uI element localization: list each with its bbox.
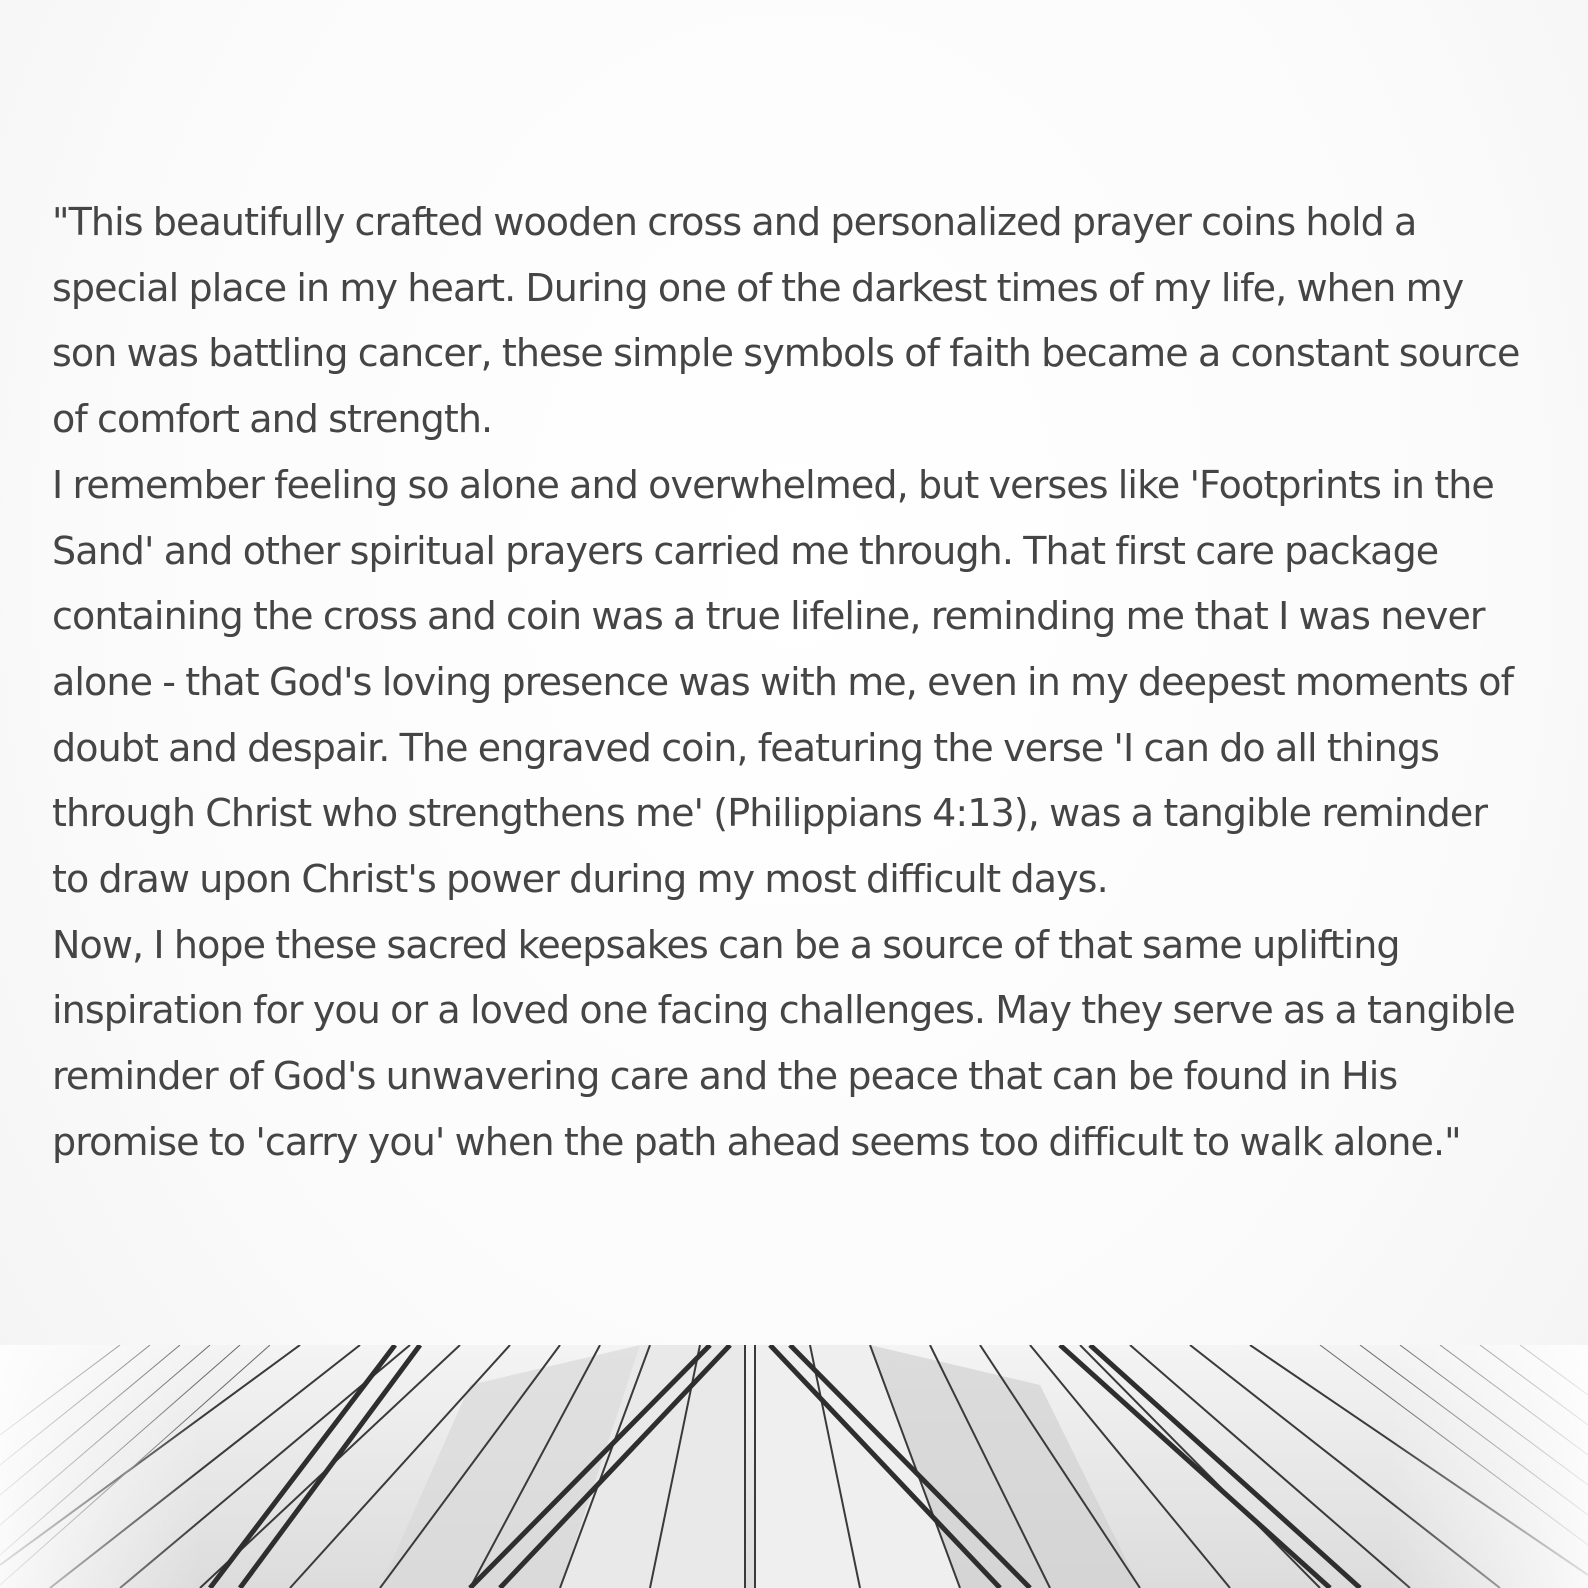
photo-fade-left xyxy=(0,1345,200,1588)
testimonial-paragraph-3: Now, I hope these sacred keepsakes can be a source of that same uplifting inspiration for you or a loved one facing challenges. May they serve as a tangible reminder of God's unwavering care and the peace that can be found in His promise to 'carry you' when the path ahead seems too difficult to walk alone." xyxy=(52,922,1515,1164)
testimonial-quote xyxy=(52,190,1532,1176)
photo-fade-right xyxy=(1388,1345,1588,1588)
architecture-photo xyxy=(0,1345,1588,1588)
testimonial-paragraph-1: "This beautifully crafted wooden cross and personalized prayer coins hold a special place in my heart. During one of the darkest times of my life, when my son was battling cancer, these simple symbols of faith became a constant source of comfort and strength. xyxy=(52,200,1520,442)
testimonial-paragraph-2: I remember feeling so alone and overwhelmed, but verses like 'Footprints in the Sand' and other spiritual prayers carried me through. That first care package containing the cross and coin was a true lifeline, reminding me that I was never alone - that God's loving presence was with me, even in my deepest moments of doubt and despair. The engraved coin, featuring the verse 'I can do all things through Christ who strengthens me' (Philippians 4:13), was a tangible reminder to draw upon Christ's power during my most difficult days. xyxy=(52,462,1514,902)
